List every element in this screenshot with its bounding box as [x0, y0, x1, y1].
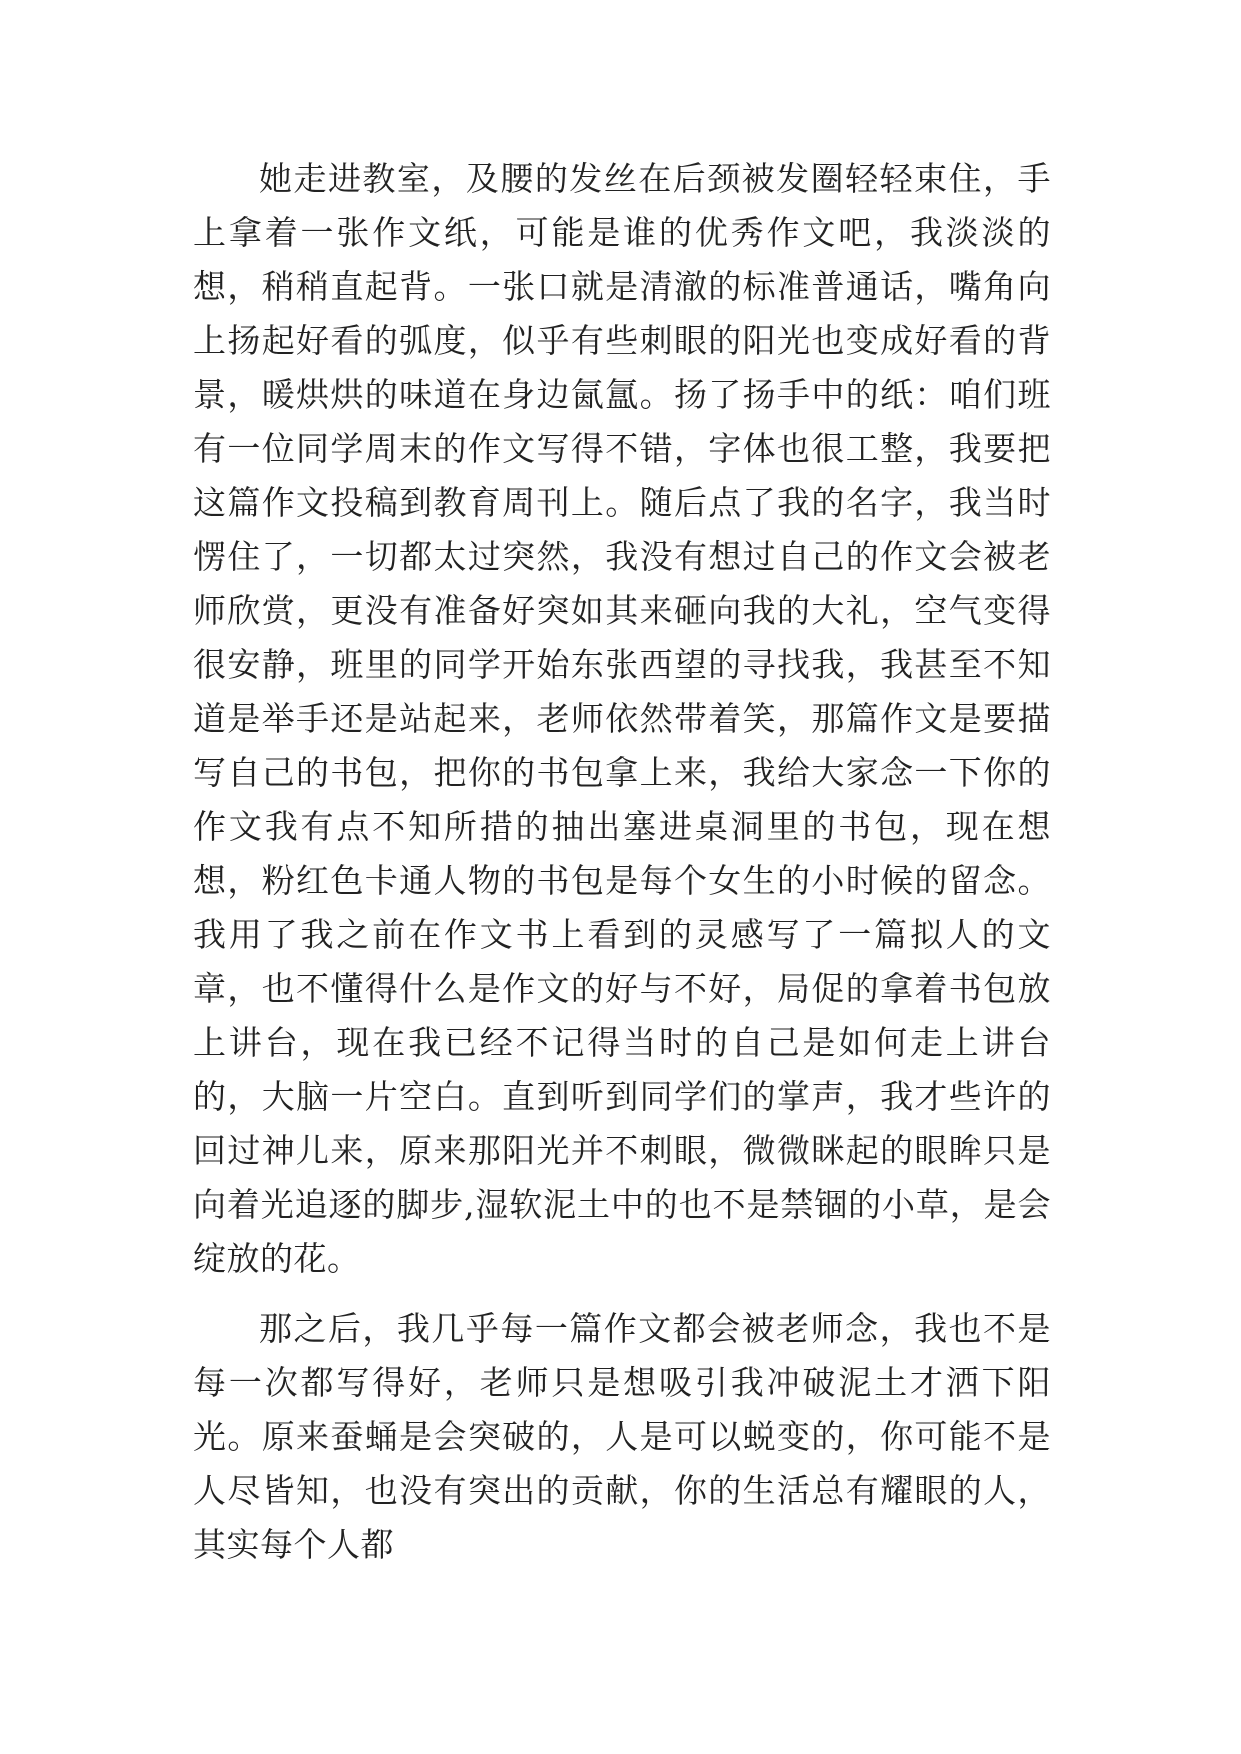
- document-page: [193, 152, 1051, 1588]
- paragraph-1: 她走进教室，及腰的发丝在后颈被发圈轻轻束住，手上拿着一张作文纸，可能是谁的优秀作文吧，我淡淡的想，稍稍直起背。一张口就是清澈的标准普通话，嘴角向上扬起好看的弧度，似乎有些刺眼的阳光也变成好看的背景，暖烘烘的味道在身边氤氲。扬了扬手中的纸：咱们班有一位同学周末的作文写得不错，字体也很工整，我要把这篇作文投稿到教育周刊上。随后点了我的名字，我当时愣住了，一切都太过突然，我没有想过自己的作文会被老师欣赏，更没有准备好突如其来砸向我的大礼，空气变得很安静，班里的同学开始东张西望的寻找我，我甚至不知道是举手还是站起来，老师依然带着笑，那篇作文是要描写自己的书包，把你的书包拿上来，我给大家念一下你的作文我有点不知所措的抽出塞进桌洞里的书包，现在想想，粉红色卡通人物的书包是每个女生的小时候的留念。我用了我之前在作文书上看到的灵感写了一篇拟人的文章，也不懂得什么是作文的好与不好，局促的拿着书包放上讲台，现在我已经不记得当时的自己是如何走上讲台的，大脑一片空白。直到听到同学们的掌声，我才些许的回过神儿来，原来那阳光并不刺眼，微微眯起的眼眸只是向着光追逐的脚步,湿软泥土中的也不是禁锢的小草，是会绽放的花。: [193, 159, 1051, 1278]
- paragraph-2: 那之后，我几乎每一篇作文都会被老师念，我也不是每一次都写得好，老师只是想吸引我冲破泥土才洒下阳光。原来蚕蛹是会突破的，人是可以蜕变的，你可能不是人尽皆知，也没有突出的贡献，你的生活总有耀眼的人，其实每个人都: [193, 1309, 1051, 1564]
